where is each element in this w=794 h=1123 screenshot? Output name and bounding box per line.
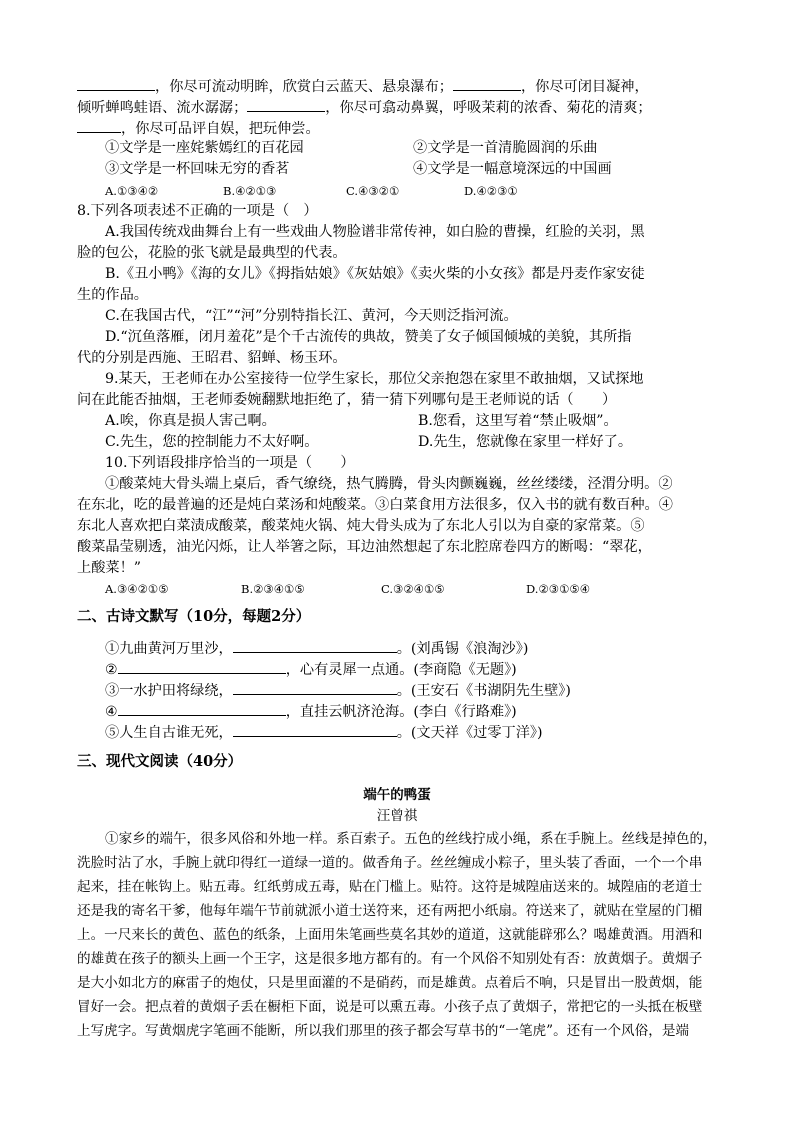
poem-item-3: ③一水护田将绿绕， 。(王安石《书湖阴先生壁》) [105,679,745,702]
q8-option-a-line2: 脸的包公，花脸的张飞就是最典型的代表。 [77,245,347,261]
q10-option-a[interactable]: A.③④②①⑤ [105,582,169,596]
q7-option-c[interactable]: C.④③②① [346,184,400,198]
poem-item-2: ② ，心有灵犀一点通。(李商隐《无题》) [105,658,745,681]
article-line-1: ①家乡的端午，很多风俗和外地一样。系百索子。五色的丝线拧成小绳，系在手腕上。丝线是掉色的， [105,831,717,847]
q8-option-d-line1[interactable]: D.“沉鱼落雁，闭月羞花”是个千古流传的典故，赞美了女子倾国倾城的美貌，其所指 [105,329,632,345]
q8-option-b-line1[interactable]: B.《丑小鸭》《海的女儿》《拇指姑娘》《灰姑娘》《卖火柴的小女孩》都是丹麦作家安徒 [105,266,645,282]
poem-item-5: ⑤人生自古谁无死， 。(文天祥《过零丁洋》) [105,721,745,744]
q7-line-2: 倾听蝉鸣蛙语、流水潺潺； ，你尽可翕动鼻翼，呼吸茉莉的浓香、菊花的清爽； [77,96,717,119]
article-line-5: 上。一尺来长的黄色、蓝色的纸条，上面用朱笔画些莫名其妙的道道，这就能辟邪么？喝雄黄酒。用酒和 [77,927,703,943]
q9-option-b[interactable]: B.您看，这里写着“禁止吸烟”。 [418,413,618,429]
q8-option-c[interactable]: C.在我国古代，“江”“河”分别特指长江、黄河，今天则泛指河流。 [105,308,518,324]
q7-blank-4[interactable] [77,117,121,133]
article-line-9: 上写虎字。写黄烟虎字笔画不能断，所以我们那里的孩子都会写草书的“一笔虎”。还有一个风俗，是端 [77,1023,690,1039]
q10-passage-line5: 上酸菜！” [77,560,142,576]
q7-blank-2[interactable] [453,75,521,91]
q7-item-4: ④文学是一幅意境深远的中国画 [413,161,612,177]
q7-option-a[interactable]: A.①③④② [105,184,159,198]
q9-stem-line1: 9.某天，王老师在办公室接待一位学生家长，那位父亲抱怨在家里不敢抽烟，又试探地 [105,371,644,387]
q7-blank-3[interactable] [247,96,325,112]
q7-option-d[interactable]: D.④②③① [464,184,518,198]
q9-option-a[interactable]: A.唉，你真是损人害己啊。 [105,413,276,429]
q8-stem: 8.下列各项表述不正确的一项是（ ） [77,203,318,219]
article-line-2: 洗脸时沾了水，手腕上就印得红一道绿一道的。做香角子。丝丝缠成小粽子，里头装了香面，一个一个串 [77,855,703,871]
q7-blank-1[interactable] [77,75,155,91]
q7-line-1: ，你尽可流动明眸，欣赏白云蓝天、悬泉瀑布； ，你尽可闭目凝神， [77,75,717,98]
article-line-4: 还是我的寄名干爹，他每年端午节前就派小道士送符来，还有两把小纸扇。符送来了，就贴在堂屋的门楣 [77,903,703,919]
q10-option-c[interactable]: C.③②④①⑤ [381,582,445,596]
q8-option-b-line2: 生的作品。 [77,287,148,303]
q9-option-c[interactable]: C.先生，您的控制能力不太好啊。 [105,434,319,450]
poem-blank-5[interactable] [233,721,397,737]
article-author: 汪曾祺 [376,808,418,824]
q7-item-3: ③文学是一杯回味无穷的香茗 [105,161,290,177]
q8-option-d-line2: 代的分别是西施、王昭君、貂蝉、杨玉环。 [77,350,347,366]
section-3-title: 三、现代文阅读（40分） [77,753,243,770]
poem-item-1: ①九曲黄河万里沙， 。(刘禹锡《浪淘沙》) [105,637,745,660]
q10-passage-line4: 酸菜晶莹剔透，油光闪烁，让人举箸之际，耳边油然想起了东北腔席卷四方的断喝：“翠花， [77,539,652,555]
q10-passage-line1: ①酸菜炖大骨头端上桌后，香气缭绕，热气腾腾，骨头肉颤巍巍，丝丝缕缕，泾渭分明。② [105,476,673,492]
q10-stem: 10.下列语段排序恰当的一项是（ ） [105,455,355,471]
poem-blank-3[interactable] [233,679,397,695]
article-line-6: 的雄黄在孩子的额头上画一个王字，这是很多地方都有的。有一个风俗不知别处有否：放黄烟子。黄烟子 [77,951,703,967]
q10-option-b[interactable]: B.②③④①⑤ [241,582,305,596]
poem-blank-2[interactable] [118,658,286,674]
article-title: 端午的鸭蛋 [363,787,431,803]
q10-option-d[interactable]: D.②③①⑤④ [526,582,591,596]
article-line-8: 冒好一会。把点着的黄烟子丢在橱柜下面，说是可以熏五毒。小孩子点了黄烟子，常把它的一头抵在板壁 [77,999,703,1015]
q8-option-a-line1[interactable]: A.我国传统戏曲舞台上有一些戏曲人物脸谱非常传神，如白脸的曹操，红脸的关羽，黑 [105,224,645,240]
poem-blank-1[interactable] [233,637,397,653]
poem-blank-4[interactable] [118,700,286,716]
q7-line-3: ，你尽可品评自娱，把玩伸尝。 [77,117,717,140]
q9-option-d[interactable]: D.先生，您就像在家里一样好了。 [418,434,633,450]
q7-option-b[interactable]: B.④②①③ [223,184,277,198]
poem-item-4: ④ ，直挂云帆济沧海。(李白《行路难》) [105,700,745,723]
q10-passage-line2: 在东北，吃的最普遍的还是炖白菜汤和炖酸菜。③白菜食用方法很多，仅入书的就有数百种。④ [77,497,673,513]
q10-passage-line3: 东北人喜欢把白菜渍成酸菜，酸菜炖火锅、炖大骨头成为了东北人引以为自豪的家常菜。⑤ [77,518,645,534]
section-2-title: 二、古诗文默写（10分，每题2分） [77,608,311,625]
q7-item-1: ①文学是一座姹紫嫣红的百花园 [105,140,304,156]
q9-stem-line2: 问在此能否抽烟，王老师委婉翻默地拒绝了，猜一猜下列哪句是王老师说的话（ ） [77,392,617,408]
article-line-3: 起来，挂在帐钩上。贴五毒。红纸剪成五毒，贴在门槛上。贴符。这符是城隍庙送来的。城隍庙的老道士 [77,879,703,895]
q7-item-2: ②文学是一首清脆圆润的乐曲 [413,140,598,156]
article-line-7: 是大小如北方的麻雷子的炮仗，只是里面灌的不是硝药，而是雄黄。点着后不响，只是冒出一股黄烟，能 [77,975,703,991]
